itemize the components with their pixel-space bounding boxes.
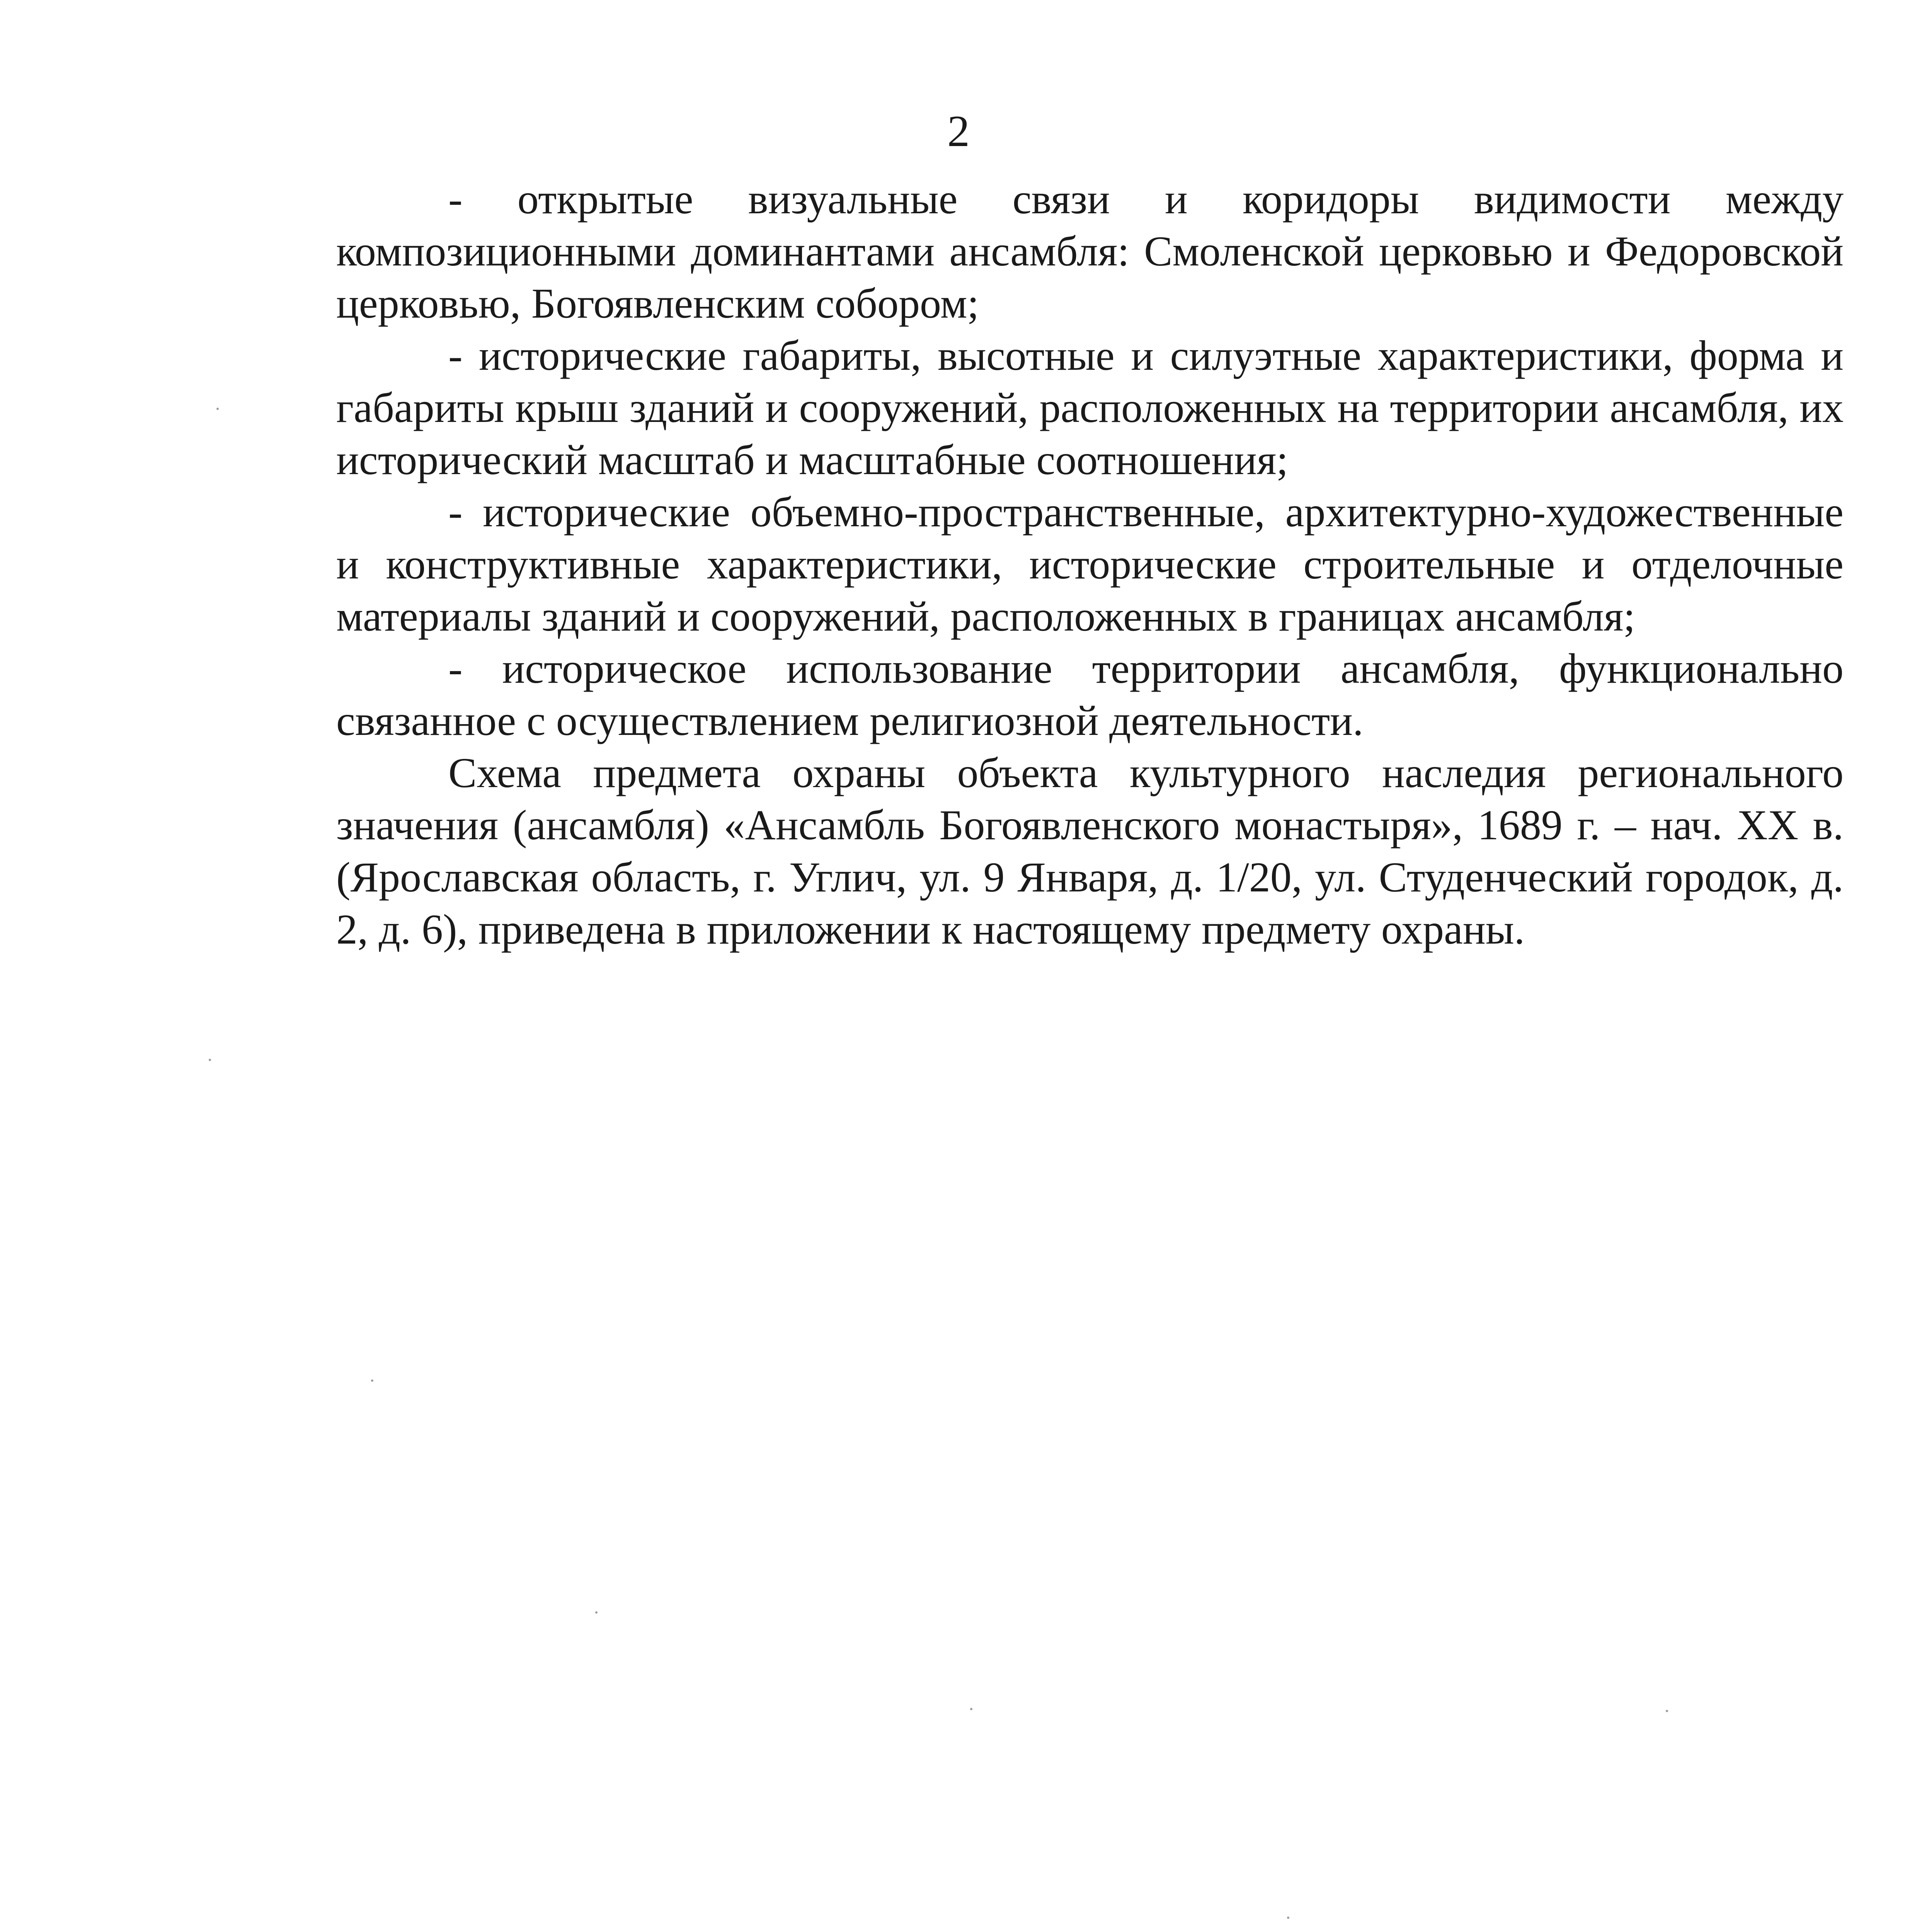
- scan-speck: [1287, 1917, 1289, 1919]
- scan-speck: [371, 1379, 373, 1382]
- paragraph-characteristics: - исторические объемно-пространственные, архитектурно-художественные и конструктивные характеристики, исторические строительные и отделочные материалы зданий и сооружений, расположенных в границах ансамбля;: [336, 488, 1844, 640]
- scan-speck: [595, 1611, 598, 1614]
- scan-speck: [216, 408, 219, 410]
- paragraph-scheme-reference: Схема предмета охраны объекта культурного наследия регионального значения (ансамбля) «Ансамбль Богоявленского монастыря», 1689 г. – нач. XX в. (Ярославская область, г. Углич, ул. 9 Января, д. 1/20, ул. Студенческий городок, д. 2, д. 6), приведена в приложении к настоящему предмету охраны.: [336, 749, 1844, 953]
- body-text: [336, 173, 1844, 956]
- paragraph-dimensions: - исторические габариты, высотные и силуэтные характеристики, форма и габариты крыш зданий и сооружений, расположенных на территории ансамбля, их исторический масштаб и масштабные соотношения;: [336, 332, 1844, 483]
- page-number: 2: [947, 107, 970, 156]
- scan-speck: [1666, 1710, 1668, 1712]
- scan-speck: [209, 1059, 211, 1061]
- paragraph-visual-links: - открытые визуальные связи и коридоры видимости между композиционными доминантами ансамбля: Смоленской церковью и Федоровской церковью, Богоявленским собором;: [336, 175, 1844, 327]
- paragraph-territory-use: - историческое использование территории ансамбля, функционально связанное с осуществлением религиозной деятельности.: [336, 645, 1844, 744]
- scan-speck: [970, 1708, 972, 1710]
